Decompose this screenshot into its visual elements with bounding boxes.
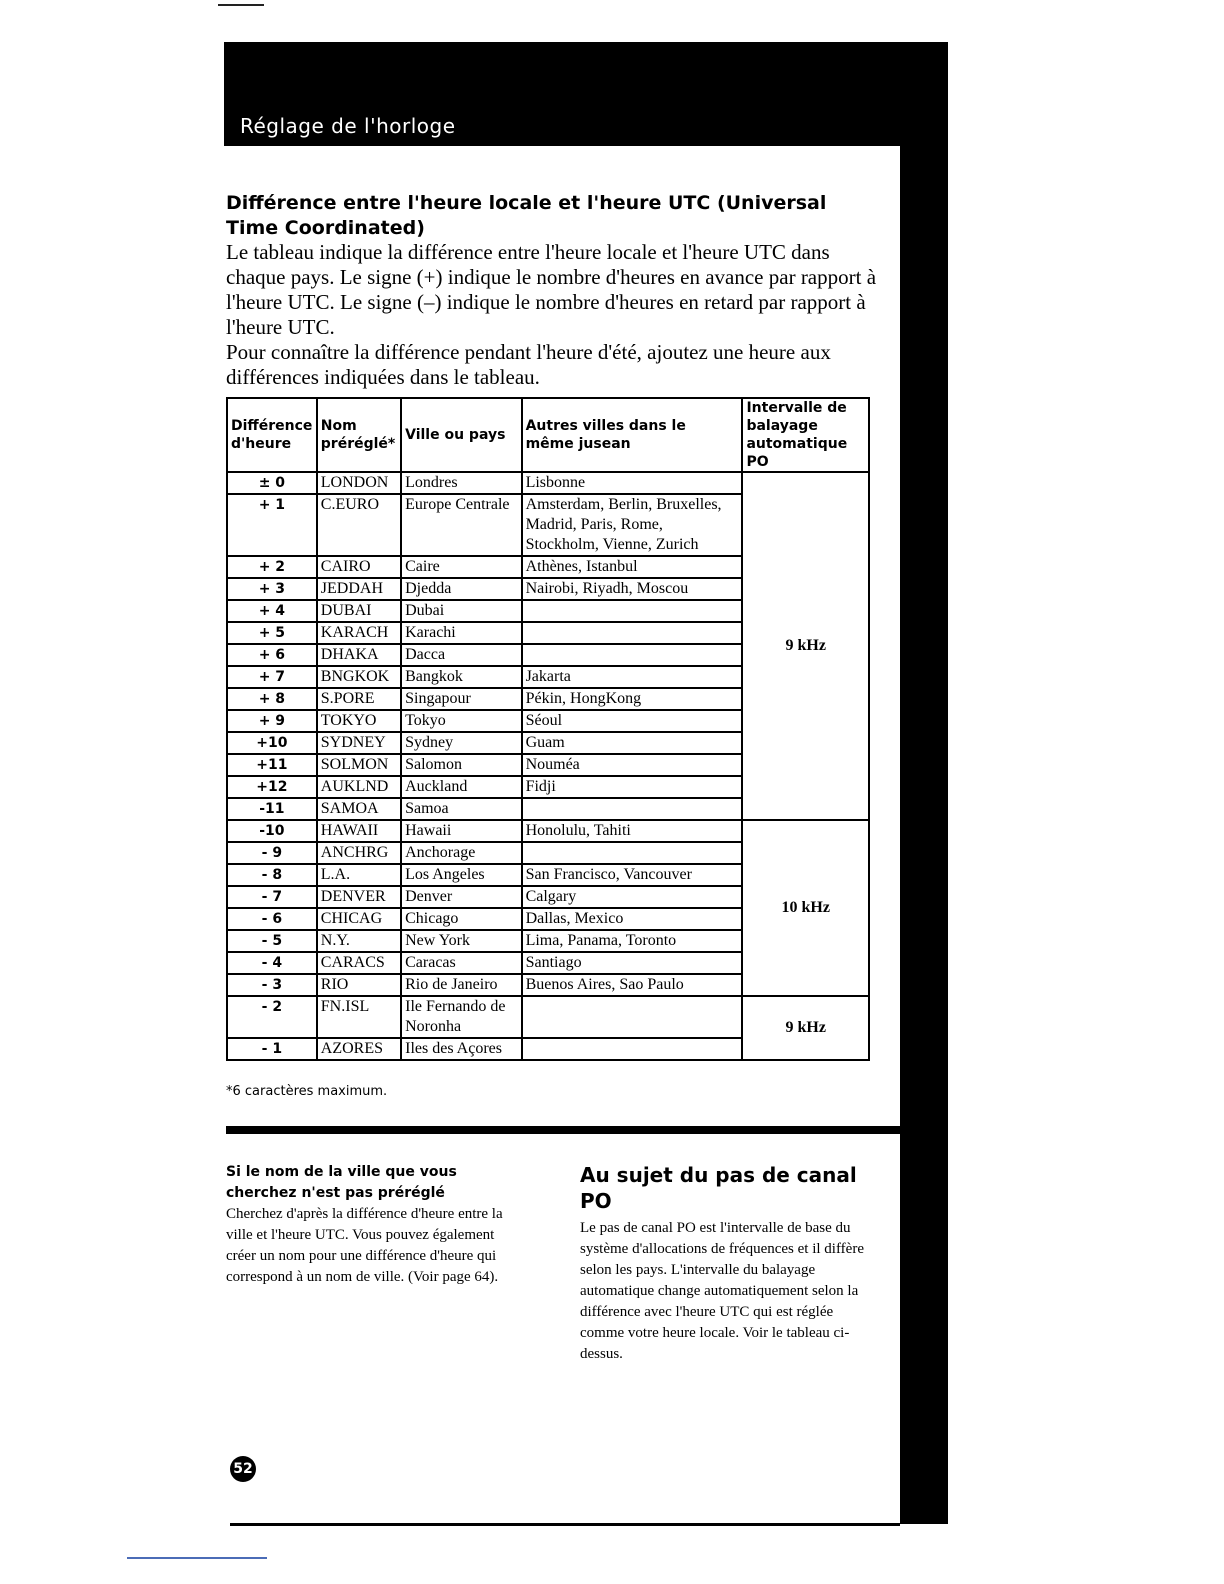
city-cell: Iles des Açores bbox=[401, 1038, 521, 1060]
city-cell: Ile Fernando de Noronha bbox=[401, 996, 521, 1038]
other-cell bbox=[522, 842, 743, 864]
header-name: Nom préréglé* bbox=[317, 398, 401, 472]
city-cell: Samoa bbox=[401, 798, 521, 820]
top-rule bbox=[218, 4, 264, 6]
name-cell: HAWAII bbox=[317, 820, 401, 842]
city-cell: Caire bbox=[401, 556, 521, 578]
intro-paragraph-2: Pour connaître la différence pendant l'heure d'été, ajoutez une heure aux différences indiquées dans le tableau. bbox=[226, 340, 831, 389]
other-cell: Nouméa bbox=[522, 754, 743, 776]
name-cell: L.A. bbox=[317, 864, 401, 886]
page-title: Réglage de l'horloge bbox=[240, 114, 456, 138]
diff-cell: + 9 bbox=[227, 710, 317, 732]
name-cell: TOKYO bbox=[317, 710, 401, 732]
right-note-heading: Au sujet du pas de canal PO bbox=[580, 1163, 857, 1213]
section-divider bbox=[226, 1126, 900, 1134]
diff-cell: +11 bbox=[227, 754, 317, 776]
header-diff: Différence d'heure bbox=[227, 398, 317, 472]
name-cell: DHAKA bbox=[317, 644, 401, 666]
name-cell: JEDDAH bbox=[317, 578, 401, 600]
city-cell: New York bbox=[401, 930, 521, 952]
table-body bbox=[227, 472, 869, 1060]
city-cell: Anchorage bbox=[401, 842, 521, 864]
header-city: Ville ou pays bbox=[401, 398, 521, 472]
diff-cell: ± 0 bbox=[227, 472, 317, 494]
table-row bbox=[227, 820, 869, 842]
diff-cell: - 8 bbox=[227, 864, 317, 886]
city-cell: Hawaii bbox=[401, 820, 521, 842]
other-cell: Honolulu, Tahiti bbox=[522, 820, 743, 842]
other-cell: Athènes, Istanbul bbox=[522, 556, 743, 578]
name-cell: RIO bbox=[317, 974, 401, 996]
other-cell: San Francisco, Vancouver bbox=[522, 864, 743, 886]
other-cell: Pékin, HongKong bbox=[522, 688, 743, 710]
diff-cell: + 8 bbox=[227, 688, 317, 710]
other-cell: Dallas, Mexico bbox=[522, 908, 743, 930]
footnote: *6 caractères maximum. bbox=[226, 1084, 388, 1099]
header-other: Autres villes dans le même jusean bbox=[522, 398, 743, 472]
city-cell: Karachi bbox=[401, 622, 521, 644]
other-cell bbox=[522, 996, 743, 1038]
city-cell: Dubai bbox=[401, 600, 521, 622]
city-cell: Bangkok bbox=[401, 666, 521, 688]
diff-cell: + 2 bbox=[227, 556, 317, 578]
other-cell: Buenos Aires, Sao Paulo bbox=[522, 974, 743, 996]
other-cell: Calgary bbox=[522, 886, 743, 908]
city-cell: Rio de Janeiro bbox=[401, 974, 521, 996]
diff-cell: -11 bbox=[227, 798, 317, 820]
interval-cell: 9 kHz bbox=[742, 996, 869, 1060]
other-cell: Lima, Panama, Toronto bbox=[522, 930, 743, 952]
diff-cell: - 7 bbox=[227, 886, 317, 908]
name-cell: ANCHRG bbox=[317, 842, 401, 864]
diff-cell: - 6 bbox=[227, 908, 317, 930]
table-row bbox=[227, 996, 869, 1038]
name-cell: KARACH bbox=[317, 622, 401, 644]
interval-cell: 9 kHz bbox=[742, 472, 869, 820]
other-cell: Guam bbox=[522, 732, 743, 754]
right-note-body: Le pas de canal PO est l'intervalle de base du système d'allocations de fréquences et il diffère selon les pays. L'intervalle du balayage automatique change automatiquement selon la différence avec l'heure UTC qui est réglée comme votre heure locale. Voir le tableau ci-dessus. bbox=[580, 1220, 864, 1362]
interval-cell: 10 kHz bbox=[742, 820, 869, 996]
diff-cell: - 1 bbox=[227, 1038, 317, 1060]
other-cell bbox=[522, 1038, 743, 1060]
city-cell: Salomon bbox=[401, 754, 521, 776]
name-cell: SOLMON bbox=[317, 754, 401, 776]
left-note-heading: Si le nom de la ville que vous cherchez n'est pas préréglé bbox=[226, 1164, 457, 1201]
other-cell bbox=[522, 798, 743, 820]
other-cell: Lisbonne bbox=[522, 472, 743, 494]
city-cell: Caracas bbox=[401, 952, 521, 974]
diff-cell: - 3 bbox=[227, 974, 317, 996]
left-note bbox=[226, 1162, 526, 1288]
intro-paragraph-1: Le tableau indique la différence entre l'heure locale et l'heure UTC dans chaque pays. Le signe (+) indique le nombre d'heures en avance par rapport à l'heure UTC. Le signe (–) indique le nombre d'heures en retard par rapport à l'heure UTC. bbox=[226, 240, 877, 339]
name-cell: SYDNEY bbox=[317, 732, 401, 754]
diff-cell: +10 bbox=[227, 732, 317, 754]
table-header-row bbox=[227, 398, 869, 472]
name-cell: N.Y. bbox=[317, 930, 401, 952]
diff-cell: - 2 bbox=[227, 996, 317, 1038]
name-cell: CARACS bbox=[317, 952, 401, 974]
name-cell: S.PORE bbox=[317, 688, 401, 710]
name-cell: CAIRO bbox=[317, 556, 401, 578]
name-cell: C.EURO bbox=[317, 494, 401, 556]
timezone-table bbox=[226, 397, 870, 1061]
diff-cell: + 4 bbox=[227, 600, 317, 622]
other-cell: Amsterdam, Berlin, Bruxelles, Madrid, Paris, Rome, Stockholm, Vienne, Zurich bbox=[522, 494, 743, 556]
city-cell: Los Angeles bbox=[401, 864, 521, 886]
name-cell: AZORES bbox=[317, 1038, 401, 1060]
other-cell: Séoul bbox=[522, 710, 743, 732]
name-cell: BNGKOK bbox=[317, 666, 401, 688]
diff-cell: + 7 bbox=[227, 666, 317, 688]
page-number: 52 bbox=[230, 1456, 256, 1482]
intro-text bbox=[226, 240, 886, 390]
city-cell: Europe Centrale bbox=[401, 494, 521, 556]
name-cell: SAMOA bbox=[317, 798, 401, 820]
name-cell: CHICAG bbox=[317, 908, 401, 930]
city-cell: Dacca bbox=[401, 644, 521, 666]
other-cell bbox=[522, 622, 743, 644]
diff-cell: + 6 bbox=[227, 644, 317, 666]
side-band bbox=[900, 42, 948, 1524]
city-cell: Tokyo bbox=[401, 710, 521, 732]
left-note-body: Cherchez d'après la différence d'heure entre la ville et l'heure UTC. Vous pouvez également créer un nom pour une différence d'heure qui correspond à un nom de ville. (Voir page 64). bbox=[226, 1206, 503, 1285]
name-cell: AUKLND bbox=[317, 776, 401, 798]
city-cell: Londres bbox=[401, 472, 521, 494]
city-cell: Singapour bbox=[401, 688, 521, 710]
city-cell: Djedda bbox=[401, 578, 521, 600]
right-note bbox=[580, 1162, 880, 1365]
diff-cell: + 5 bbox=[227, 622, 317, 644]
diff-cell: - 9 bbox=[227, 842, 317, 864]
other-cell: Nairobi, Riyadh, Moscou bbox=[522, 578, 743, 600]
name-cell: FN.ISL bbox=[317, 996, 401, 1038]
diff-cell: - 5 bbox=[227, 930, 317, 952]
other-cell bbox=[522, 600, 743, 622]
diff-cell: + 3 bbox=[227, 578, 317, 600]
city-cell: Sydney bbox=[401, 732, 521, 754]
diff-cell: +12 bbox=[227, 776, 317, 798]
other-cell: Fidji bbox=[522, 776, 743, 798]
other-cell: Jakarta bbox=[522, 666, 743, 688]
city-cell: Auckland bbox=[401, 776, 521, 798]
header-interval: Intervalle de balayage automatique PO bbox=[742, 398, 869, 472]
name-cell: LONDON bbox=[317, 472, 401, 494]
name-cell: DUBAI bbox=[317, 600, 401, 622]
table-row bbox=[227, 472, 869, 494]
name-cell: DENVER bbox=[317, 886, 401, 908]
city-cell: Chicago bbox=[401, 908, 521, 930]
diff-cell: + 1 bbox=[227, 494, 317, 556]
section-heading: Différence entre l'heure locale et l'heure UTC (Universal Time Coordinated) bbox=[226, 192, 827, 239]
bottom-link-rule bbox=[127, 1557, 267, 1559]
diff-cell: - 4 bbox=[227, 952, 317, 974]
other-cell: Santiago bbox=[522, 952, 743, 974]
footer-rule bbox=[230, 1523, 900, 1526]
diff-cell: -10 bbox=[227, 820, 317, 842]
city-cell: Denver bbox=[401, 886, 521, 908]
other-cell bbox=[522, 644, 743, 666]
